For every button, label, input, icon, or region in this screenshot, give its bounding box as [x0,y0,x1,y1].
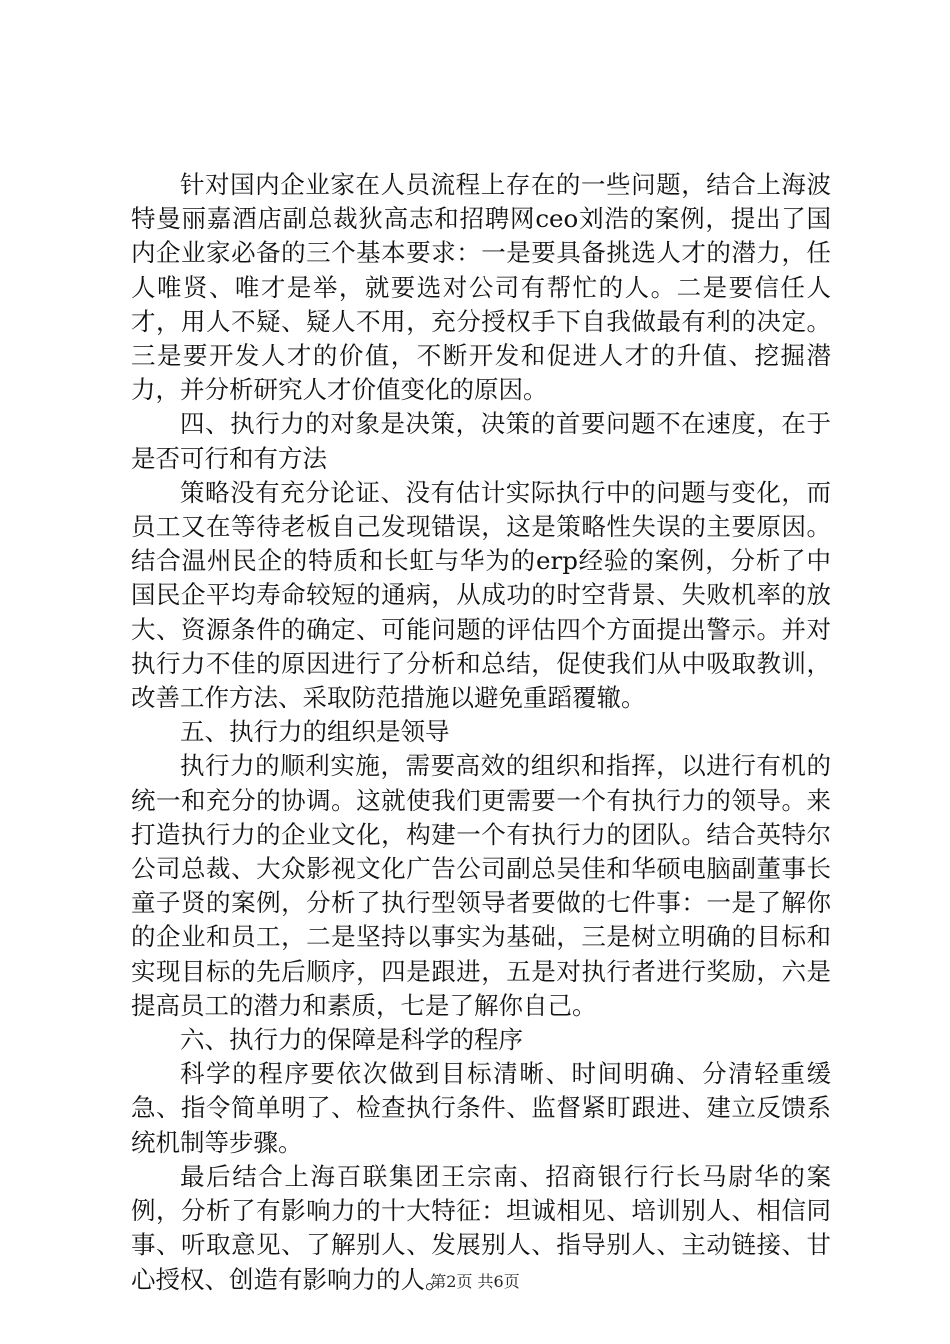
heading-section-5: 五、执行力的组织是领导 [180,717,450,747]
paragraph-influence: 最后结合上海百联集团王宗南、招商银行行长马尉华的案例，分析了有影响力的十大特征：坦诚相见、培训别人、相信同事、听取意见、了解别人、发展别人、指导别人、主动链接、甘心授权、创造有影响力的人。 [131,1161,831,1294]
paragraph-procedure: 科学的程序要依次做到目标清晰、时间明确、分清轻重缓急、指令简单明了、检查执行条件、监督紧盯跟进、建立反馈系统机制等步骤。 [131,1059,831,1157]
page-footer: 第2页 共6页 [430,1272,520,1291]
document-body [131,168,831,1297]
paragraph-strategy: 策略没有充分论证、没有估计实际执行中的问题与变化，而员工又在等待老板自己发现错误，这是策略性失误的主要原因。结合温州民企的特质和长虹与华为的erp经验的案例，分析了中国民企平均寿命较短的通病，从成功的时空背景、失败机率的放大、资源条件的确定、可能问题的评估四个方面提出警示。并对执行力不佳的原因进行了分析和总结，促使我们从中吸取教训，改善工作方法、采取防范措施以避免重蹈覆辙。 [131,477,831,713]
paragraph-leadership: 执行力的顺利实施，需要高效的组织和指挥，以进行有机的统一和充分的协调。这就使我们更需要一个有执行力的领导。来打造执行力的企业文化，构建一个有执行力的团队。结合英特尔公司总裁、大众影视文化广告公司副总吴佳和华硕电脑副董事长童子贤的案例，分析了执行型领导者要做的七件事：一是了解你的企业和员工，二是坚持以事实为基础，三是树立明确的目标和实现目标的先后顺序，四是跟进，五是对执行者进行奖励，六是提高员工的潜力和素质，七是了解你自己。 [131,751,831,1020]
paragraph-hr-requirements: 针对国内企业家在人员流程上存在的一些问题，结合上海波特曼丽嘉酒店副总裁狄高志和招聘网ceo刘浩的案例，提出了国内企业家必备的三个基本要求：一是要具备挑选人才的潜力，任人唯贤、唯才是举，就要选对公司有帮忙的人。二是要信任人才，用人不疑、疑人不用，充分授权手下自我做最有利的决定。三是要开发人才的价值，不断开发和促进人才的升值、挖掘潜力，并分析研究人才价值变化的原因。 [131,170,831,405]
heading-section-6: 六、执行力的保障是科学的程序 [180,1025,523,1055]
heading-section-4: 四、执行力的对象是决策，决策的首要问题不在速度，在于是否可行和有方法 [131,409,831,473]
